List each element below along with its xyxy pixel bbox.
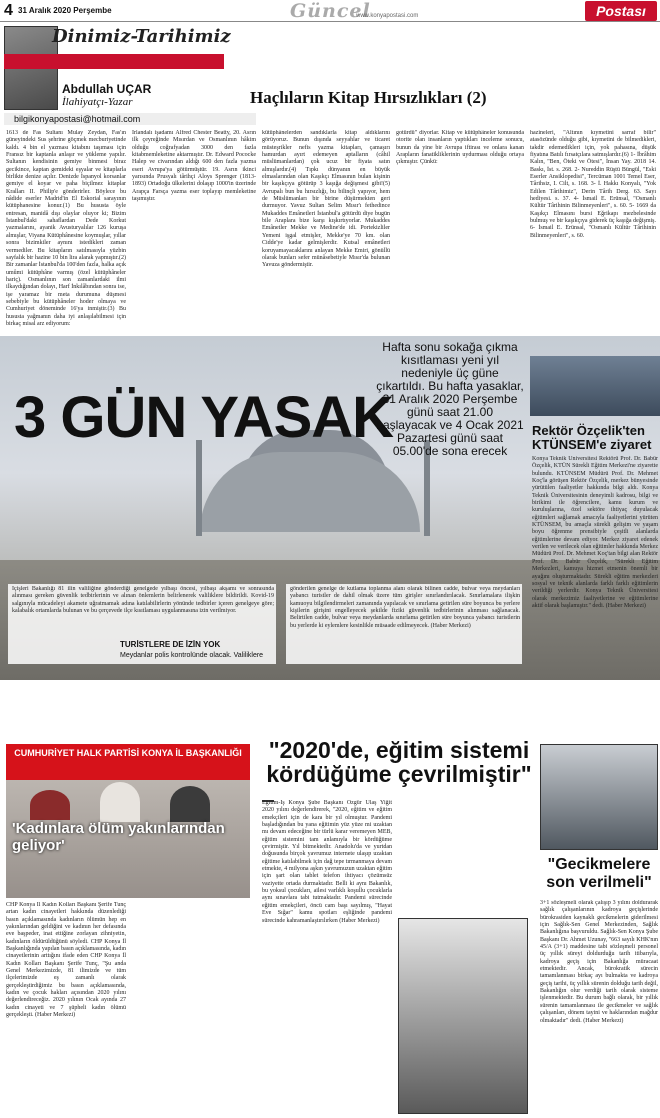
rektor-title: Rektör Özçelik'ten KTÜNSEM'e ziyaret [532,423,652,452]
column-text-5: hazineleri, "Altının kıymetini sarraf bilir" atasözünde olduğu gibi, kıymetini de bilmedikleri, takdir edemedikleri için, yok pahasına, düşük fiyatına Batılı fırsatçılara satmışlardır.(6) 1- İbrâhim Kalın, "Ben, Öteki ve Ötesi", İnsan Yay. 2018 14. Baskı, İst. s. 268. 2- Nureddin Rüştü Büngül, "Eski Eserler Ansiklopedisi", Tercüman 1001 Temel Eser, Târihsiz, I. Cilt, s. 168. 3- İ. Hakkı Konyalı, "Yok Edilen Târihimiz", Derin Târih Derg. 63. Sayı hediyesi. s. 37. 4- İsmail E. Erünsal, "Osmanlı Kültür Târihinin Bilinmeyenleri", s. 60. 5- 1669 da Kaşıkçı Elmasını bursi Eğrikapı mezbelesinde bulmuş ve bir kaşıkçıya giderek üç kaşığa değişmiş. 6- İsmail E. Erünsal, "Osmanlı Kültür Târihinin Bilinmeyenleri", s. 60. [530,130,656,239]
website-url[interactable]: www.konyapostasi.com [356,13,419,19]
egitim-body-1: Eğitim-İş Konya Şube Başkanı Özgür Ulaş Yiğit 2020 yılını değerlendirerek, "2020, eğitim ve eğitim emekçileri için de kara bir yıl olmuştur. Pandemi başladığından bu yana eğitimin yüz yüze mi uzaktan mı devam edeceğine bir türlü karar veremeyen MEB, eğitim sistemini tam anlamıyla bir kördüğüme çevirmiştir. Yıl bitmektedir. Anadolu'da ve yurtdan doğusunda birçok yavrumuz internete ulaşıp uzaktan eğitime katılabilmek için dağ tepe tırmanmaya devam etmekte, 4 milyona aşkın yavrumuzun uzaktan eğitim için şart olan tablet telefon ihtiyacı çözümsüz vaziyette ortada durmaktadır. Belli ki aynı Bakanlık, bu yoksul çocukları, ailesi varlıklı koşullu çocuklarla aynı sınavlara tabi tutmaktadır. Pandemi sürecinde eğitim emekçileri, öncü cam başı sayılmış, "Hayat Eve Sığar" kamu spotları eşliğinde pandemi sürecinde kahramanlaştırılırken (Haber Merkezi) [262,800,392,924]
newspaper-logo: Postası [585,1,657,21]
column-text-1: 1613 de Fas Sultanı Mulay Zeydan, Fas'ın güneyindeki Sus şehrine göçmek mecburiyetinde kaldı. 4 bin el yazması kitabını taşıması için Fransız bir kaptanla anlaşır ve yükleme yapılır. Sultanın kendisinin gemiye binmesi biraz gecikince, kaptan gemideki eşyalar ve kitaplarla birlikte denize açılır. Denizde İspanyol korsanlar gemiye el koyar ve paha biçilmez kitaplar Kralları II. Philip'e gönderirler. Böylece bu nâdide eserler Madrid'in El Eskorial sarayının kütüphanesine konur.(1) Bu hususta öyle entresan, manidâ dışı olaylar oluyor ki; Bizim İstanbul'daki sahaflardan Dede Korkut yazmalarını, ayanik Avusturyalılar 126 kuruşa almışlar, Viyana Kütüphânesine koymuşlar, yıllar sonra bizimkiler aynını istedikleri zaman vermediler. Bu kitapların satılmasıyla yüzbin sayfalık bir hazine 10 bin lira alarak yapmıştır.(2) Bir zamanlar İstanbul'da 100'den fazla, halka açık umûmi kütüphâne varmış (özel kütüphâneler hariç). Osmanlının son zamanlardaki ilmi ilkaydığından dolayı, Harf İnkılâbından sonra ise, işe yaramaz bir meta durumuna düşmesi sebebiyle bu kütüphâneler hoder olmaya ve Cumhuriyet döneminde 16'ya inmiştir.(3) Bu hususta yağmanın daha iyi anlaşılabilmesi için birkaç misal arz ediyorum: [6,130,126,327]
person-figure [100,782,140,822]
page-number: 4 [4,2,13,19]
egitim-body-2 [398,800,528,916]
gecikme-headline: "Gecikmelere son verilmeli" [546,856,652,891]
chp-headline: 'Kadınlara ölüm yakınlarından geliyor' [12,820,225,854]
chp-body-1: CHP Konya İl Kadın Kolları Başkanı Şerife Tunç artan kadın cinayetleri hakkında düzenlediği basın açıklamasında kadınların ölümün hep en yakınlarından geldiğini ve kadının her defasında eve başpeder, inat ettiğine zorlayan zihniyetin, kadınların öldürüldüğünü söyledi. CHP Konya İl Başkanlığında yapılan basın açıklamasında, kadın cinayetlerinin arttığını ifade eden CHP Konya İl Kadın Kolları Başkanı Şerife Tunç, "Şu anda Genel Merkezimizde, 81 ilimizde ve tüm ilçelerimizde eş zamanlı olarak gerçekleştirdiğimiz bu basın açıklamasında, kadın ve çocuk hakları açısından 2020 yılını değerlendireceğiz. 2020 yılının Ocak ayında 27 kadın cinayeti ve 7 şüpheli kadın ölümü gerçekleşti. (Haber Merkezi) [6,902,126,1019]
chp-banner: CUMHURİYET HALK PARTİSİ KONYA İL BAŞKANLIĞI [6,744,250,780]
rektor-body: Konya Teknik Üniversitesi Rektörü Prof. Dr. Babür Özçelik, KTÜN Sürekli Eğitim Merkezi'ne ziyarette bulundu. KTÜNSEM Müdürü Prof. Dr. Mehmet Koç'la görüşen Rektör Özçelik, merkez bünyesinde yürütülen faaliyetler hakkında bilgi aldı. Konya Teknik Üniversitesinin deneyimli kadrosu, bilgi ve birikimi ile öğrencilere, kamu kurum ve kuruluşlarına, özel sektöre ihtiyaç duyulacak eğitimleri sağlamak amacıyla faaliyetlerini yürüten KTÜNSEM, bu amaçla sürekli gelişim ve yaşam boyu öğrenme prensibiyle çeşitli alanlarda eğitimlerine devam ediyor. Merkez ziyaret edenek verilen ve verilecek olan eğitimler hakkında Merkez Müdürü Prof. Dr. Mehmet Koç'tan bilgi alan Rektör Prof. Dr. Babür Özçelik, "Sürekli Eğitim Merkezleri, kamuya hizmet etmenin önemli bir ayağını oluşturmaktadır. Sürekli eğitim merkezleri sosyal ve teknik alanlarda farklı farklı eğitimlerin verildiği yerlerdir. Konya Teknik Üniversitesi olarak merkezimiz faaliyetlerine ve eğitimlerine aktif olarak başlamıştır." dedi. (Haber Merkezi) [532,456,658,609]
chp-body-2 [130,902,254,1116]
photo-caption-title: TURİSTLERE DE İZİN YOK [120,640,221,649]
minaret [196,440,202,536]
article-title: Haçlıların Kitap Hırsızlıkları (2) [250,88,487,107]
banner-info: Hafta sonu sokağa çıkma kısıtlaması yeni yıl nedeniyle üç güne çıkartıldı. Bu hafta yasaklar, 31 Aralık 2020 Perşembe günü saat 21.00 başlayacak ve 4 Ocak 2021 Pazartesi günü saat 05.00'de sona erecek [376,340,524,458]
issue-date: 31 Aralık 2020 Perşembe [18,6,112,15]
column-series-bar [4,54,224,69]
section-title: Güncel [290,0,371,22]
column-text-2: İrlandalı işadamı Alfred Chester Beatty, 20. Asrın ilk çeyreğinde Mısırdan ve Osmanlının hâkim olduğu coğrafyadan 3000 den fazla kitabmemleketine aktarmıştır. Dr. Edward Pococke Halep ve civarından aldığı 600 den fazla yazma eseri Avrupa'ya götürmüştür. 19. Asrın ikinci yarısında Prusyalı târihçi Aloys Sprenger (1813-1893) Ortadoğu ülkelerini dolaşıp 1000'in üzerinde Arapça Farsça yazma eser toplayıp memleketine taşımıştır. [132,130,256,203]
column-series-title: Dinimiz-Tarihimiz [52,26,231,47]
person-figure [30,790,70,820]
banner-body-1: İçişleri Bakanlığı 81 ilin valiliğine gönderdiği genelgede yılbaşı öncesi, yılbaşı akşamı ve sonrasında alınması gereken güvenlik tedbirlerinin ve alınan önlemlerin belirlenerek valiliklere bildirildi. Kovid-19 salgınıyla mücadeleyi akamete uğratmamak adına katılabilirlerin yönünde tedbirler içeren genelgeye göre; kalabalık ortamlarda bulunan ve bu çerçevede ilçe kısıtlaması uygulanmasına izin verilmiyor. [12,586,274,615]
author-name: Abdullah UÇAR [62,82,152,96]
egitim-headline: "2020'de, eğitim sistemi kördüğüme çevrilmiştir" [266,737,532,787]
author-email[interactable]: bilgikonyapostasi@hotmail.com [4,113,256,125]
banner-body-2: gönderilen genelge de kutlama toplanma alanı olarak bilinen cadde, bulvar veya meydanları yabancı turistler de dahil olmak üzere tüm girişler sınırlandırılacak. Sınırlamalara ilişkin kamuoyu bilgilendirmeleri zamanında yapılacak ve sınırlama getirilen süre boyunca bu yerlere kişilerin girişini engelleyecek şekilde fiziki güvenlik tedbirlerinin alınması sağlanacak. Belirtilen cadde, bulvar veya meydanlarda sınırlama getirilen süre boyunca yabancı turistlerin bu yerlerde ki eylemlere kesinlikle müsaade edilmeyecek. (Haber Merkezi) [290,586,520,629]
egitim-photo [398,918,528,1114]
column-text-3: kütüphânelerden sandıklarla kitap aldıklarını görüyoruz. Bunun dışında seyyahlar ve ticaret müsteşrikler nefis yazma kitapları, çamaşırı hamurdan ayırt edemeyen aptalların (câhil müslümanlardan) çok ucuz bir fiyata satın almışlardır.(4) Tıpkı dünyanın en büyük elmaslarından olan Kaşıkçı Elmasının bulan kişinin bir kaşıkçıya götürüp 3 kaşığa değişmesi gibi!(5) Avrupalı bun bu hırsızlığı, bu bilinçli yapıyor, hem de Müslümanları bir birine düşürmekten geri durmuyor. Yavuz Sultan Selim Mısır'ı fethedince Mukaddes Emânetleri İstanbul'a götürdü diye bugün bile Araplara bize karşı kışkırtıyorlar. Mukaddes Emânetler Mekke ve Medine'de idi. Portekizliler Yemeni işgal etmişler, Mekke'ye 70 km. olan Cidde'ye kadar gelmişlerdir. Kutsal emânetleri koruyamayacaklarını anlayan Mekke Emiri, gönüllü olarak bunları sefer münâsebetiyle Mısır'da bulunan Yavuza göndermiştir. [262,130,390,269]
column-text-4: gotürdü" diyorlar. Kitap ve kütüphâneler konusunda otorite olan insanların yaptıkları inceleme sonucu, bunun da yine bir Avrupa iftirası ve onlara kanan Arapların fanatikliklerinin uydurması olduğu ortaya çıkmıştır. Çünkü: [396,130,524,166]
gecikme-photo [540,744,658,850]
author-role: İlahiyatçı-Yazar [62,96,133,108]
person-figure [170,786,210,822]
banner-headline: 3 GÜN YASAK [14,385,394,450]
rektor-photo [530,356,660,416]
gecikme-body: 3+1 sözleşmeli olarak çalışıp 3 yılını doldurarak sağlık çalışanlarının kadroya geçişlerinde bürokrasiden kaynaklı gecikmelerin giderilmesi için Sağlık-Sen Genel Merkezinden, Sağlık Bakanlığına başvuruldu. Sağlık-Sen Konya Şube Başkanı Dr. Ahmet Uzunay, "663 sayılı KHK'nın 45/A (3+1) maddesine tabi sözleşmeli personel üç yıllık süreyi doldurduğu tarih itibarıyla, kadroya geçiş için Bakanlığa müracaat etmektedir. Ancak, bürokratik sürecin tamamlanması birkaç ayı bulmakta ve kadroya geçiş tarihi, üç yıllık sürenin dolduğu tarih değil, Bakanlığın olur verdiği tarih olarak sisteme işlenmektedir. Bu durum bağlı olarak, bir yıllık sürenin tamamlanması ile gecikmeler ve sağlık çalışanları, dönem tayini ve haklarından mağdur olmaktadır" dedi. (Haber Merkezi) [540,900,658,1024]
photo-caption: Meydanlar polis kontrolünde olacak. Valiliklere [120,652,264,659]
